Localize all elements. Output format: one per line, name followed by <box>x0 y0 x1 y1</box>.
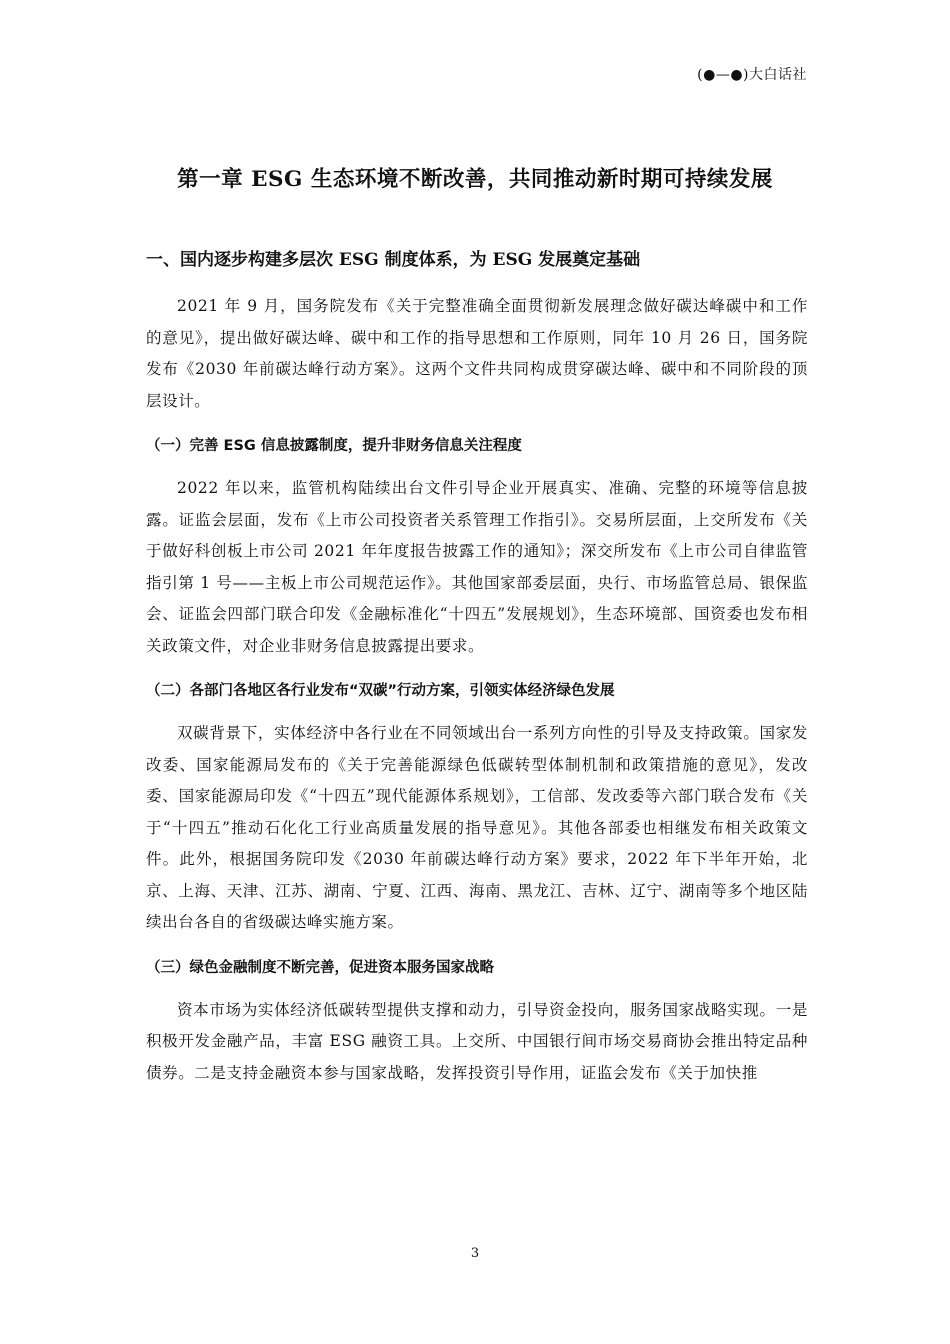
subsection-title-3: （三）绿色金融制度不断完善，促进资本服务国家战略 <box>146 959 494 976</box>
header-brand: (●—●)大白话社 <box>697 67 807 83</box>
subsection-paragraph-3: 资本市场为实体经济低碳转型提供支撑和动力，引导资金投向，服务国家战略实现。一是积极开发金融产品，丰富 ESG 融资工具。上交所、中国银行间市场交易商协会推出特定品种债券。二是支持金融资本参与国家战略，发挥投资引导作用，证监会发布《关于加快推 <box>146 1000 808 1082</box>
subsection-paragraph-2: 双碳背景下，实体经济中各行业在不同领域出台一系列方向性的引导及支持政策。国家发改委、国家能源局发布的《关于完善能源绿色低碳转型体制机制和政策措施的意见》，发改委、国家能源局印发《“十四五”现代能源体系规划》，工信部、发改委等六部门联合发布《关于“十四五”推动石化化工行业高质量发展的指导意见》。其他各部委也相继发布相关政策文件。此外，根据国务院印发《2030 年前碳达峰行动方案》要求，2022 年下半年开始，北京、上海、天津、江苏、湖南、宁夏、江西、海南、黑龙江、吉林、辽宁、湖南等多个地区陆续出台各自的省级碳达峰实施方案。 <box>146 724 808 931</box>
document-body <box>146 240 808 1089</box>
section-paragraph: 2021 年 9 月，国务院发布《关于完整准确全面贯彻新发展理念做好碳达峰碳中和工作的意见》，提出做好碳达峰、碳中和工作的指导思想和工作原则，同年 10 月 26 日，国务院发布《2030 年前碳达峰行动方案》。这两个文件共同构成贯穿碳达峰、碳中和不同阶段的顶层设计。 <box>146 297 808 410</box>
section-title: 一、国内逐步构建多层次 ESG 制度体系，为 ESG 发展奠定基础 <box>146 250 641 270</box>
subsection-paragraph-1: 2022 年以来，监管机构陆续出台文件引导企业开展真实、准确、完整的环境等信息披露。证监会层面，发布《上市公司投资者关系管理工作指引》。交易所层面，上交所发布《关于做好科创板上市公司 2021 年年度报告披露工作的通知》；深交所发布《上市公司自律监管指引第 1 号——主板上市公司规范运作》。其他国家部委层面，央行、市场监管总局、银保监会、证监会四部门联合印发《金融标准化“十四五”发展规划》，生态环境部、国资委也发布相关政策文件，对企业非财务信息披露提出要求。 <box>146 479 808 655</box>
subsection-title-1: （一）完善 ESG 信息披露制度，提升非财务信息关注程度 <box>146 438 522 454</box>
page-number: 3 <box>470 1246 480 1261</box>
subsection-title-2: （二）各部门各地区各行业发布“双碳”行动方案，引领实体经济绿色发展 <box>146 683 615 699</box>
chapter-title: 第一章 ESG 生态环境不断改善，共同推动新时期可持续发展 <box>177 167 773 192</box>
